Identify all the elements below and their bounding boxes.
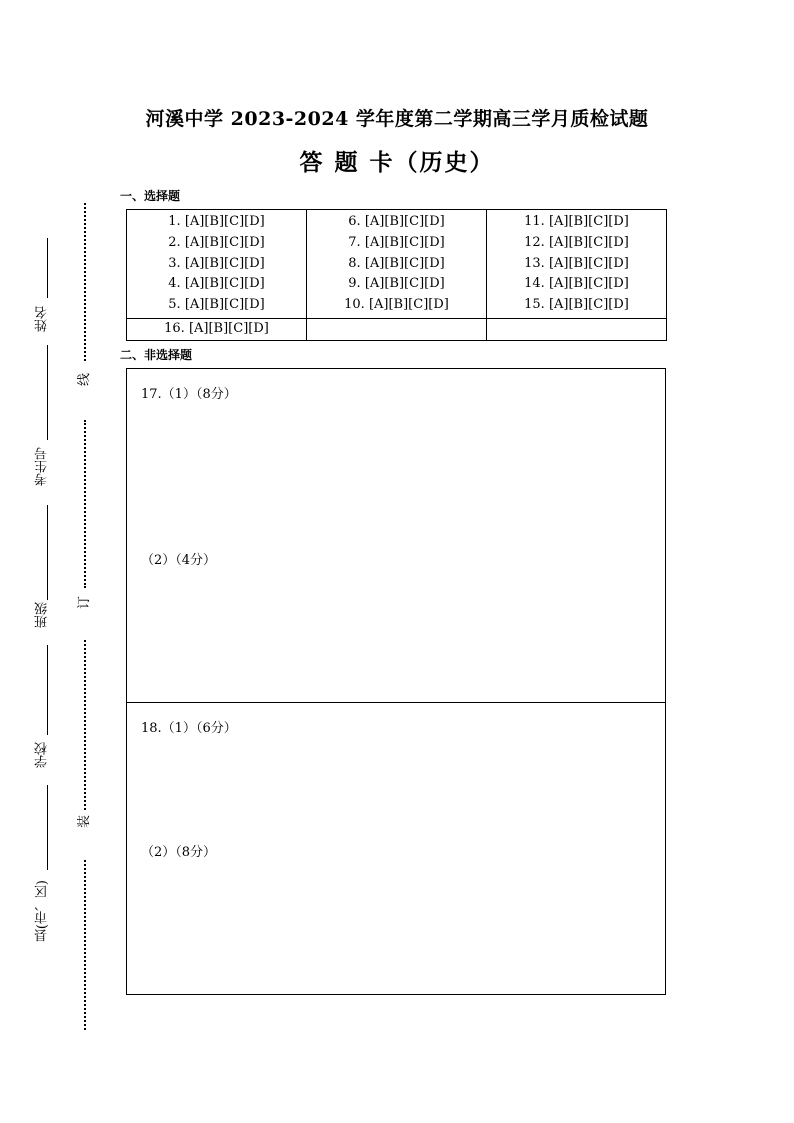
- choice-column-2: [307, 210, 487, 319]
- choice-item-3[interactable]: 3. [A][B][C][D]: [168, 255, 265, 271]
- name-field-line[interactable]: [47, 345, 48, 440]
- binding-dotted-line: [84, 860, 86, 1030]
- school-field-line[interactable]: [47, 785, 48, 870]
- question-18-part-1: 18.（1）（6分）: [141, 721, 237, 736]
- section-choice-label: 一、选择题: [120, 189, 181, 203]
- choice-item-13[interactable]: 13. [A][B][C][D]: [524, 255, 629, 271]
- exam-number-field-line[interactable]: [47, 505, 48, 600]
- choice-item-5[interactable]: 5. [A][B][C][D]: [168, 297, 265, 313]
- choice-item-16[interactable]: 16. [A][B][C][D]: [164, 320, 269, 336]
- choice-column-1: [127, 210, 307, 319]
- question-17-part-1: 17.（1）（8分）: [141, 387, 237, 402]
- exam-number-label: 考生号: [35, 447, 50, 486]
- choice-cell-16: [127, 318, 307, 340]
- class-label: 班级: [35, 602, 50, 628]
- answer-box-18[interactable]: [126, 702, 666, 995]
- choice-item-10[interactable]: 10. [A][B][C][D]: [344, 297, 449, 313]
- question-17-part-2: （2）（4分）: [141, 553, 217, 568]
- county-label: 县(市、区): [35, 880, 50, 943]
- answer-box-17[interactable]: [126, 368, 666, 703]
- gutter-line-label: 线: [77, 372, 93, 387]
- page-title: 河溪中学 2023-2024 学年度第二学期高三学月质检试题: [145, 108, 649, 130]
- binding-dotted-line: [84, 640, 86, 810]
- class-field-line[interactable]: [47, 645, 48, 735]
- choice-answer-grid: [126, 209, 667, 341]
- choice-item-1[interactable]: 1. [A][B][C][D]: [168, 214, 265, 229]
- choice-column-3: [487, 210, 667, 319]
- choice-item-7[interactable]: 7. [A][B][C][D]: [348, 234, 445, 250]
- choice-item-4[interactable]: 4. [A][B][C][D]: [168, 276, 265, 292]
- page-subtitle: 答 题 卡（历史）: [299, 149, 495, 176]
- gutter-staple-label: 装: [77, 814, 93, 829]
- empty-cell: [487, 318, 667, 340]
- choice-item-14[interactable]: 14. [A][B][C][D]: [524, 276, 629, 292]
- question-18-part-2: （2）（8分）: [141, 845, 217, 860]
- choice-item-15[interactable]: 15. [A][B][C][D]: [524, 297, 629, 313]
- gutter-bind-label: 订: [77, 595, 93, 610]
- empty-cell: [307, 318, 487, 340]
- choice-item-11[interactable]: 11. [A][B][C][D]: [524, 214, 629, 229]
- choice-item-9[interactable]: 9. [A][B][C][D]: [348, 276, 445, 292]
- name-field-line[interactable]: [47, 238, 48, 298]
- choice-item-6[interactable]: 6. [A][B][C][D]: [348, 214, 445, 229]
- school-label: 学校: [35, 742, 50, 768]
- choice-item-12[interactable]: 12. [A][B][C][D]: [524, 234, 629, 250]
- choice-item-2[interactable]: 2. [A][B][C][D]: [168, 234, 265, 250]
- choice-item-8[interactable]: 8. [A][B][C][D]: [348, 255, 445, 271]
- section-nonchoice-label: 二、非选择题: [120, 348, 193, 362]
- name-label: 姓名: [35, 306, 50, 332]
- binding-dotted-line: [84, 203, 86, 361]
- binding-dotted-line: [84, 420, 86, 588]
